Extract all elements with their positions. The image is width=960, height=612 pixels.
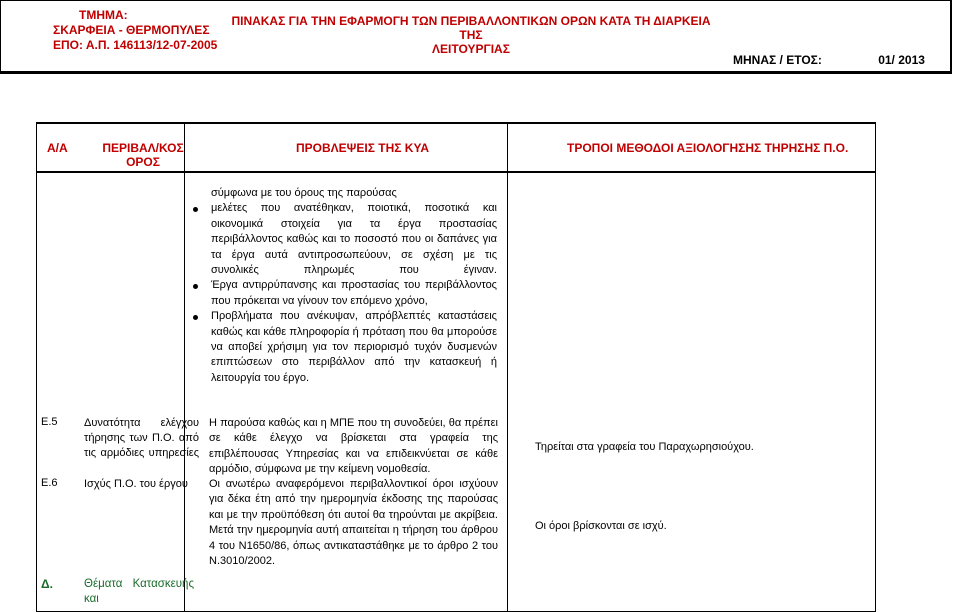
- row-term: Δυνατότητα ελέγχου τήρησης των Π.Ο. από τις αρμόδιες υπηρεσίες: [84, 417, 199, 459]
- row-method: Οι όροι βρίσκονται σε ισχύ.: [535, 520, 667, 532]
- title-line-2: ΛΕΙΤΟΥΡΓΙΑΣ: [432, 42, 510, 56]
- row-kya-text: Η παρούσα καθώς και η ΜΠΕ που τη συνοδεύει, θα πρέπει σε κάθε έλεγχο να βρίσκεται στα γραφεία της επιβλέπουσας Υπηρεσίας και να επιδεικνύεται σε κάθε αρμόδιο, σύμφωνα με την κείμενη νομοθεσία.: [209, 417, 498, 476]
- month-year-value: 01/ 2013: [878, 53, 925, 67]
- kya-bullet-text: Προβλήματα που ανέκυψαν, απρόβλεπτές καταστάσεις καθώς και κάθε πληροφορία ή πρόταση που θα μπορούσε να αποβεί χρήσιμη για τον περιορισμό τυχόν δυσμενών επιπτώσεων στο περιβάλλον από την κατασκευή ή λειτουργία του έργο.: [211, 310, 497, 384]
- month-year: [733, 53, 925, 67]
- conditions-table: [36, 122, 876, 612]
- kya-continued-block: [211, 186, 497, 386]
- header-kya: ΠΡΟΒΛΕΨΕΙΣ ΤΗΣ ΚΥΑ: [296, 141, 430, 155]
- month-year-label: ΜΗΝΑΣ / ΕΤΟΣ:: [733, 53, 822, 67]
- department-name: ΣΚΑΡΦΕΙΑ - ΘΕΡΜΟΠΥΛΕΣ: [53, 23, 210, 37]
- header-method: ΤΡΟΠΟΙ ΜΕΘΟΔΟΙ ΑΞΙΟΛΟΓΗΣΗΣ ΤΗΡΗΣΗΣ Π.Ο.: [567, 141, 849, 155]
- header-env-term: ΠΕΡΙΒΑΛ/ΚΟΣ ΟΡΟΣ: [102, 141, 184, 169]
- section-title: Θέματα Κατασκευής και: [84, 578, 194, 605]
- epo-reference: ΕΠΟ: Α.Π. 146113/12-07-2005: [53, 38, 218, 52]
- header-row-divider: [37, 171, 875, 173]
- kya-bullet-text: μελέτες που ανατέθηκαν, ποιοτικά, ποσοτικά και οικονομικά στοιχεία για τα έργα προστασίας περιβάλλοντος καθώς και το ποσοστό που οι δαπάνες για τα έργα αυτά αντιπροσωπεύουν, σε σχέση με τις συνολικές πληρωμές που έγιναν.: [211, 202, 497, 277]
- bullet-icon: [193, 207, 198, 212]
- bullet-icon: [193, 315, 198, 320]
- row-kya-text: Οι ανωτέρω αναφερόμενοι περιβαλλοντικοί όροι ισχύουν για δέκα έτη από την ημερομηνία έκδοσης της παρούσας και με την προϋπόθεση ότι αυτοί θα τηρούνται με ακρίβεια. Μετά την ημερομηνία αυτή απαιτείται η τήρηση του άρθρου 4 του Ν1650/86, όπως αντικαταστάθηκε με το άρθρο 2 του Ν.3010/2002.: [209, 478, 498, 568]
- row-method: Τηρείται στα γραφεία του Παραχωρησιούχου.: [535, 441, 754, 453]
- title-line-1: ΠΙΝΑΚΑΣ ΓΙΑ ΤΗΝ ΕΦΑΡΜΟΓΗ ΤΩΝ ΠΕΡΙΒΑΛΛΟΝΤΙΚΩΝ ΟΡΩΝ ΚΑΤΑ ΤΗ ΔΙΑΡΚΕΙΑ ΤΗΣ: [231, 14, 711, 42]
- row-code: Ε.5: [41, 416, 58, 428]
- kya-bullet-item: [211, 309, 497, 386]
- row-code: Ε.6: [41, 477, 58, 489]
- kya-bullet-item: [211, 201, 497, 278]
- document-title: [227, 14, 715, 56]
- bullet-icon: [193, 284, 198, 289]
- department-info: [53, 8, 217, 53]
- kya-intro: σύμφωνα με του όρους της παρούσας: [211, 187, 397, 199]
- row-term: Ισχύς Π.Ο. του έργου: [84, 478, 188, 490]
- document-header: [0, 0, 952, 74]
- kya-bullet-item: [211, 278, 497, 309]
- department-label: ΤΜΗΜΑ:: [79, 8, 128, 22]
- column-divider: [184, 124, 185, 611]
- header-aa: Α/Α: [47, 141, 68, 155]
- kya-bullet-text: Έργα αντιρρύπανσης και προστασίας του περιβάλλοντος που πρόκειται να γίνουν τον επόμενο χρόνο,: [211, 279, 497, 307]
- column-divider: [507, 124, 508, 611]
- section-code: Δ.: [41, 577, 53, 591]
